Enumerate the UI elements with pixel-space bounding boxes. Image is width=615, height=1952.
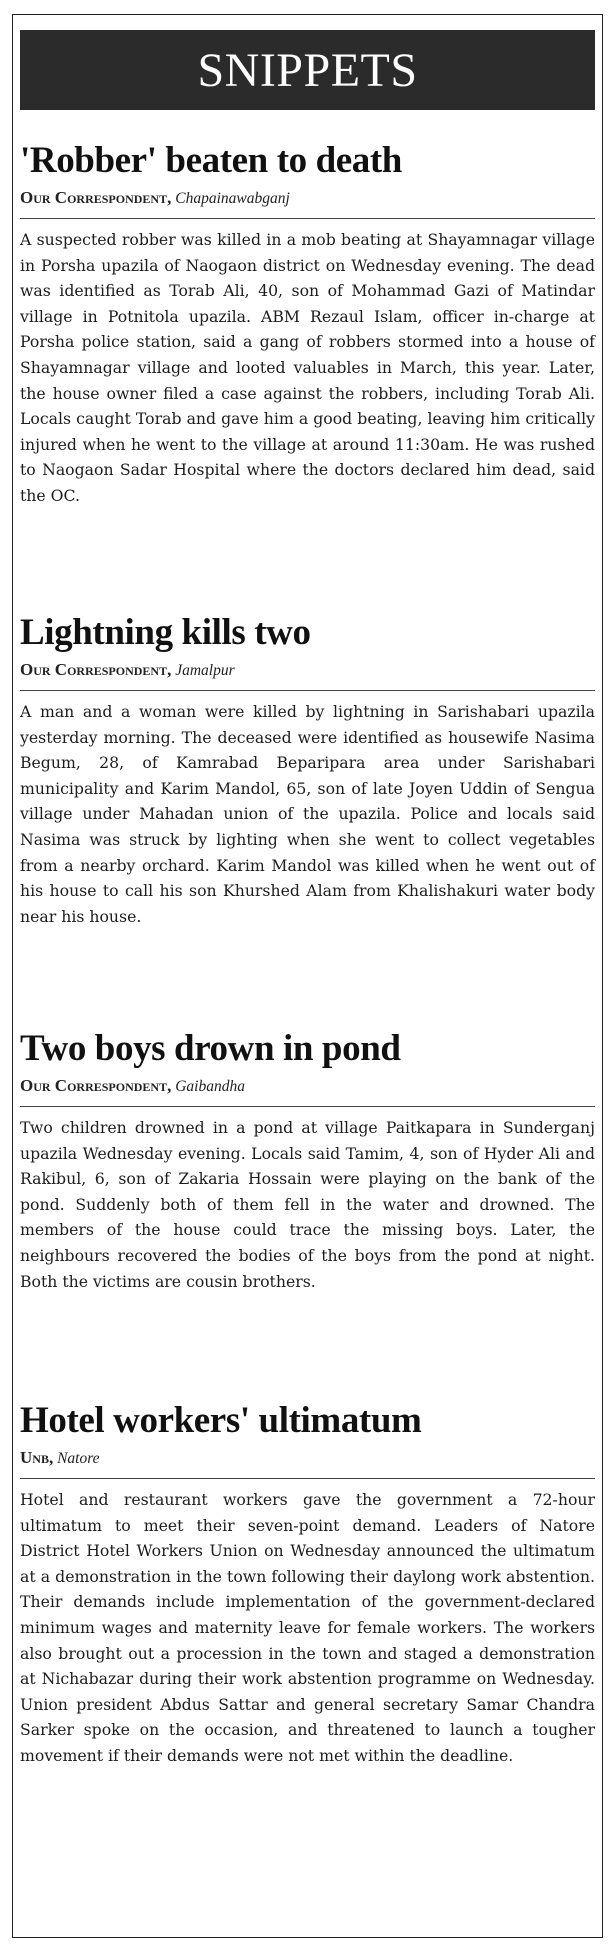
section-masthead: [20, 30, 595, 110]
story-body: A man and a woman were killed by lightning in Sarishabari upazila yesterday morning. The deceased were identified as housewife Nasima Begum, 28, of Kamrabad Beparipara area under Sarishabari municipality and Karim Mandol, 65, son of late Joyen Uddin of Sengua village under Mahadan union of the upazila. Police and locals said Nasima was struck by lighting when she went to collect vegetables from a nearby orchard. Karim Mandol was killed when he went out of his house to call his son Khurshed Alam from Khalishakuri water body near his house.: [20, 702, 595, 926]
story-body: A suspected robber was killed in a mob beating at Shayamnagar village in Porsha upazila of Naogaon district on Wednesday evening. The dead was identified as Torab Ali, 40, son of Mohammad Gazi of Matindar village in Potnitola upazila. ABM Rezaul Islam, officer in-charge at Porsha police station, said a gang of robbers stormed into a house of Shayamnagar village and looted valuables in March, this year. Later, the house owner filed a case against the robbers, including Torab Ali. Locals caught Torab and gave him a good beating, leaving him critically injured when he went to the village at around 11:30am. He was rushed to Naogaon Sadar Hospital where the doctors declared him dead, said the OC.: [20, 230, 595, 505]
story-headline: Hotel workers' ultimatum: [20, 1400, 422, 1441]
byline-divider: [20, 690, 595, 691]
story-headline: 'Robber' beaten to death: [20, 140, 402, 181]
story-byline: [20, 1448, 595, 1469]
byline-place: Jamalpur: [175, 662, 235, 679]
byline-divider: [20, 1478, 595, 1479]
story-body: Two children drowned in a pond at village Paitkapara in Sunderganj upazila Wednesday evening. Locals said Tamim, 4, son of Hyder Ali and Rakibul, 6, son of Zakaria Hossain were playing on the bank of the pond. Suddenly both of them fell in the water and drowned. The members of the house could trace the missing boys. Later, the neighbours recovered the bodies of the boys from the pond at night. Both the victims are cousin brothers.: [20, 1118, 595, 1291]
byline-divider: [20, 218, 595, 219]
byline-place: Chapainawabganj: [175, 190, 290, 207]
byline-source: Our Correspondent,: [20, 1076, 172, 1095]
story-headline: Two boys drown in pond: [20, 1028, 401, 1069]
byline-source: Our Correspondent,: [20, 660, 172, 679]
byline-source: Our Correspondent,: [20, 188, 172, 207]
story-byline: [20, 188, 595, 209]
story-byline: [20, 1076, 595, 1097]
news-story-hotel-workers: [20, 1400, 595, 1769]
story-headline: Lightning kills two: [20, 612, 311, 653]
byline-place: Gaibandha: [175, 1078, 245, 1095]
news-story-robber: [20, 140, 595, 509]
byline-divider: [20, 1106, 595, 1107]
story-body: Hotel and restaurant workers gave the government a 72-hour ultimatum to meet their seven-point demand. Leaders of Natore District Hotel Workers Union on Wednesday announced the ultimatum at a demonstration in the town following their daylong work abstention. Their demands include implementation of the government-declared minimum wages and maternity leave for female workers. The workers also brought out a procession in the town and staged a demonstration at Nichabazar during their work abstention programme on Wednesday. Union president Abdus Sattar and general secretary Samar Chandra Sarker spoke on the occasion, and threatened to launch a tougher movement if their demands were not met within the deadline.: [20, 1490, 595, 1765]
byline-source: Unb,: [20, 1448, 54, 1467]
section-title: SNIPPETS: [197, 43, 418, 97]
byline-place: Natore: [57, 1450, 100, 1467]
news-story-boys-drown: [20, 1028, 595, 1294]
news-story-lightning: [20, 612, 595, 929]
story-byline: [20, 660, 595, 681]
